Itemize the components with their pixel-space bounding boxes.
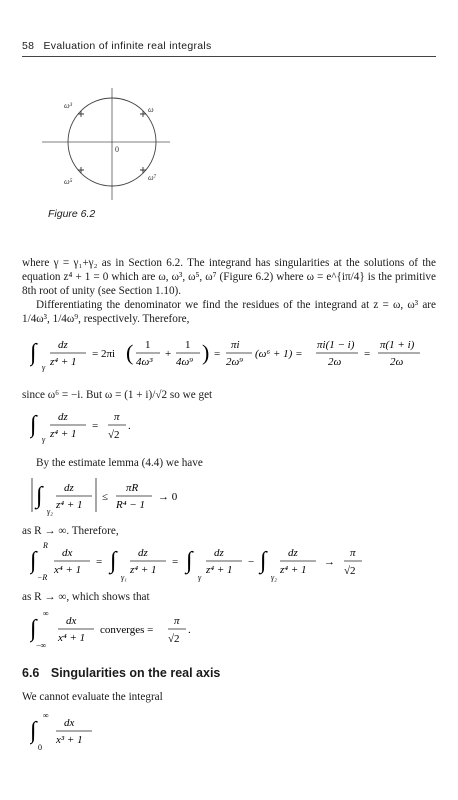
label-omega: ω [148,105,154,114]
numerator: dx [64,717,75,729]
operator: = 2πi [92,348,116,360]
paragraph-2: Differentiating the denominator we find the residues of the integrand at z = ω, ω³ are 1/4ω³, 1/4ω⁹, respectively. Therefore, [22,299,436,325]
converges-label: converges = [100,624,154,636]
less-equal: ≤ [102,491,109,503]
numerator: dz [64,482,74,494]
lower-limit: 0 [38,743,42,752]
paragraph-6: as R → ∞, which shows that [22,591,150,603]
integral-sign: ∫ [186,548,193,574]
header-rule [22,56,436,57]
denominator: 2ω [390,356,404,368]
equals: = [214,348,221,360]
equation-estimate [30,474,230,518]
figure-unit-circle [36,88,176,200]
denominator: x⁴ + 1 [54,564,82,576]
lower-limit: −R [37,573,48,582]
integral-sign: ∫ [30,616,37,642]
denominator: 2ω [328,356,342,368]
numerator: dx [62,547,73,559]
root-mark-omega3 [78,111,84,117]
paragraph-7: We cannot evaluate the integral [22,691,163,703]
denominator: z⁴ + 1 [130,564,157,576]
numerator: π(1 + i) [380,339,415,351]
integral-sign: ∫ [36,483,43,509]
denominator: 4ω⁹ [176,356,194,368]
denominator: z⁴ + 1 [280,564,307,576]
denominator: R⁴ − 1 [116,499,145,511]
equation-converges [30,606,270,650]
numerator: π [114,411,120,423]
paren-right: ) [202,340,210,365]
denominator: √2 [344,565,356,577]
numerator: πR [126,482,139,494]
equals: = [96,556,103,568]
integral-sign: ∫ [30,548,37,574]
lower-limit: −∞ [36,641,47,650]
denominator: 4ω³ [136,356,153,368]
factor: (ω⁶ + 1) = [255,348,303,360]
equals: = [92,420,99,432]
section-title: Singularities on the real axis [50,666,221,680]
numerator: dz [58,339,68,351]
numerator: 1 [145,339,151,351]
denominator: √2 [168,633,180,645]
numerator: dz [214,547,224,559]
label-omega7: ω⁷ [148,173,157,182]
paragraph-5: as R → ∞. Therefore, [22,525,119,537]
equation-residues [30,332,440,374]
label-omega3: ω³ [64,101,73,110]
contour-gamma: γ [42,363,46,372]
denominator: z⁴ + 1 [206,564,233,576]
upper-limit: ∞ [43,609,49,618]
period: . [188,624,191,636]
root-mark-omega5 [78,167,84,173]
integral-sign: ∫ [260,548,267,574]
paragraph-1: where γ = γ₁+γ₂ as in Section 6.2. The integrand has singularities at the solutions of the equation z⁴ + 1 = 0 which are ω, ω³, ω⁵, ω⁷ (Figure 6.2) where ω = e^{iπ/4} is the primitive 8th root of unity (see Section 1.10). [22,257,436,297]
contour-gamma: γ [42,435,46,444]
limit-arrow: → 0 [158,491,178,503]
numerator: π [174,615,180,627]
paragraph-4: By the estimate lemma (4.4) we have [36,457,203,469]
integral-sign: ∫ [30,340,37,366]
denominator: z⁴ + 1 [50,428,77,440]
numerator: dz [58,411,68,423]
upper-limit: R [43,541,48,550]
contour-gamma1: γ₁ [121,573,127,582]
contour-gamma2: γ₂ [271,573,277,582]
section-number: 6.6 [22,666,40,680]
paren-left: ( [126,340,134,365]
contour-gamma2: γ₂ [47,507,53,516]
denominator: 2ω⁹ [226,356,244,368]
numerator: 1 [185,339,191,351]
figure-caption: Figure 6.2 [48,208,96,220]
numerator: πi(1 − i) [317,339,355,351]
integral-sign: ∫ [110,548,117,574]
integral-sign: ∫ [30,718,37,744]
denominator: x⁴ + 1 [58,632,86,644]
root-mark-omega [140,111,146,117]
numerator: π [350,547,356,559]
minus: − [248,556,255,568]
numerator: dz [288,547,298,559]
plus: + [165,348,172,360]
equals: = [364,348,371,360]
equation-value [30,404,190,446]
limit-arrow: → [324,556,335,568]
denominator: x³ + 1 [56,734,83,746]
running-header [22,40,436,52]
numerator: πi [231,339,240,351]
page-number: 58 [22,40,35,52]
running-title: Evaluation of infinite real integrals [43,40,212,52]
root-mark-omega7 [140,167,146,173]
denominator: √2 [108,429,120,441]
numerator: dx [66,615,77,627]
section-heading [22,666,220,680]
denominator: z⁴ + 1 [56,499,83,511]
label-origin: 0 [115,145,119,154]
upper-limit: ∞ [43,711,49,720]
paragraph-3: since ω⁶ = −i. But ω = (1 + i)/√2 so we get [22,389,213,401]
equation-integral-x3 [30,708,150,754]
equals: = [172,556,179,568]
numerator: dz [138,547,148,559]
integral-sign: ∫ [30,412,37,438]
contour-gamma: γ [198,573,202,582]
equation-decomposition [30,538,410,584]
period: . [128,420,131,432]
denominator: z⁴ + 1 [50,356,77,368]
label-omega5: ω⁵ [64,177,73,186]
